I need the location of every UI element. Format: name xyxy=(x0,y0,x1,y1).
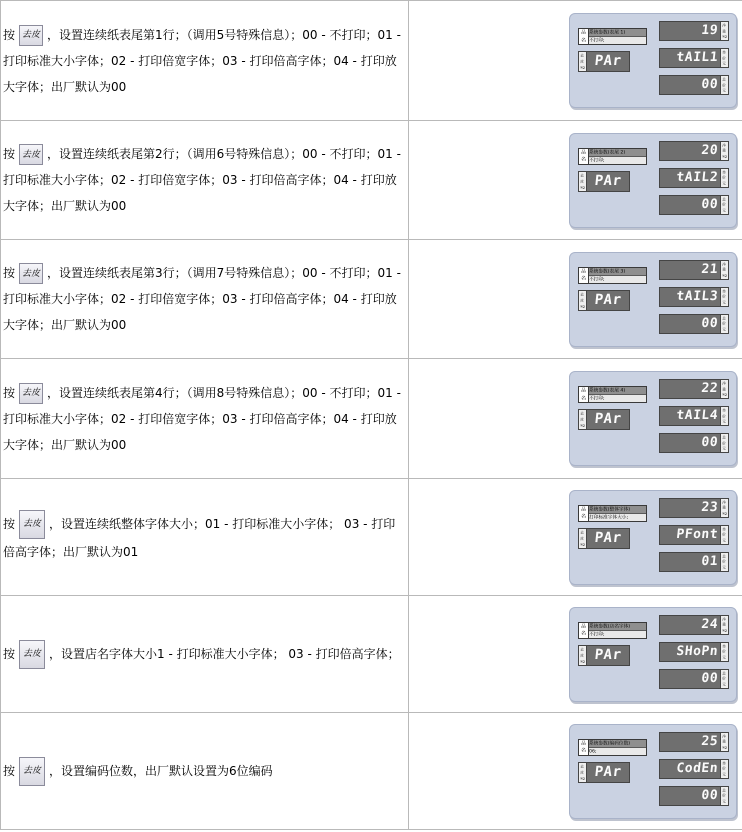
name-label-column xyxy=(579,623,589,638)
name-label-char: 品 xyxy=(581,149,586,156)
table-row xyxy=(0,479,742,596)
name-label-column xyxy=(579,506,589,521)
instruction-text: ，设置连续纸表尾第2行；（调用6号特殊信息）；00 - 不打印；01 - 打印标准大小字体；02 - 打印倍宽字体；03 - 打印倍高字体；04 - 打印放大字体；出厂默认为00 xyxy=(3,147,401,213)
param-value-line: 不打印; xyxy=(589,276,646,283)
parameter-lcd-value: PAr xyxy=(593,291,623,308)
name-label-column xyxy=(579,29,589,44)
name-label-char: 名 xyxy=(581,156,586,163)
param-title-line: 系统参数(编码位数) xyxy=(589,740,646,748)
name-label-text xyxy=(589,29,646,44)
lcd-indicator-strip: 总 价 元 xyxy=(720,787,728,805)
instruction-prefix: 按 xyxy=(3,763,16,778)
tare-key-image[interactable]: 去皮 xyxy=(19,25,43,46)
parameter-lcd-value: PAr xyxy=(593,763,623,780)
instruction-prefix: 按 xyxy=(3,147,16,161)
instruction-text-block xyxy=(3,260,406,338)
product-name-lcd xyxy=(578,622,647,639)
lcd-indicator-strip: 总 价 元 xyxy=(720,315,728,333)
tare-key-image[interactable]: 去皮 xyxy=(19,383,43,404)
lcd-indicator-strip: 单 价 元 xyxy=(720,643,728,661)
param-title-line: 系统参数(店名字体) xyxy=(589,623,646,631)
table-row xyxy=(0,121,742,240)
display-cell xyxy=(409,596,742,712)
lcd-indicator-strip: 净 重 kg xyxy=(720,380,728,398)
instruction-text-block xyxy=(3,380,406,458)
instruction-prefix: 按 xyxy=(3,27,16,42)
product-name-lcd xyxy=(578,267,647,284)
scale-display-panel xyxy=(569,133,737,228)
name-label-char: 品 xyxy=(581,740,586,747)
lcd-indicator-strip: 净 重 kg xyxy=(720,499,728,517)
instruction-text: ，设置连续纸表尾第3行；（调用7号特殊信息）；00 - 不打印；01 - 打印标准大小字体；02 - 打印倍宽字体；03 - 打印倍高字体；04 - 打印放大字体；出厂默认为00 xyxy=(3,266,401,332)
param-number-value: 23 xyxy=(700,499,719,515)
name-label-column xyxy=(579,149,589,164)
parameter-lcd-value: PAr xyxy=(593,172,623,189)
lcd-indicator-strip: 净 重 kg xyxy=(720,733,728,751)
name-label-column xyxy=(579,740,589,755)
instruction-text-block xyxy=(3,22,406,100)
param-number-lcd xyxy=(659,379,729,399)
name-label-text xyxy=(589,506,646,521)
param-setting-value: 00 xyxy=(700,670,719,686)
instruction-cell xyxy=(0,359,409,478)
lcd-indicator-strip: 总 价 元 xyxy=(720,553,728,571)
instruction-text: ，设置编码位数，出厂默认设置为6位编码 xyxy=(49,763,273,778)
parameter-lcd-value: PAr xyxy=(593,411,623,427)
table-row xyxy=(0,596,742,713)
parameter-lcd-value: PAr xyxy=(593,53,623,69)
lcd-indicator-strip: 单 价 元 xyxy=(720,407,728,425)
param-number-lcd xyxy=(659,732,729,752)
lcd-indicator-strip: 总 价 元 xyxy=(720,434,728,452)
instruction-prefix: 按 xyxy=(3,516,16,531)
lcd-indicator-strip: 去 皮 kg xyxy=(579,291,587,310)
parameter-lcd xyxy=(578,762,630,783)
table-row xyxy=(0,1,742,121)
product-name-lcd xyxy=(578,28,647,45)
table-row xyxy=(0,240,742,359)
name-label-char: 名 xyxy=(581,630,586,637)
param-name-value: tAIL2 xyxy=(675,169,719,185)
instruction-prefix: 按 xyxy=(3,385,16,400)
param-setting-lcd xyxy=(659,669,729,689)
param-number-lcd xyxy=(659,21,729,41)
parameter-lcd xyxy=(578,290,630,311)
param-number-value: 22 xyxy=(700,381,719,396)
param-setting-lcd xyxy=(659,433,729,453)
lcd-indicator-strip: 去 皮 kg xyxy=(579,410,587,429)
instruction-cell xyxy=(0,1,409,120)
param-value-line: 06; xyxy=(589,748,646,755)
parameter-lcd-value: PAr xyxy=(593,529,623,546)
param-number-value: 20 xyxy=(700,142,719,158)
name-label-text xyxy=(589,387,646,402)
lcd-indicator-strip: 去 皮 kg xyxy=(579,529,587,548)
name-label-char: 品 xyxy=(581,387,586,394)
instruction-cell xyxy=(0,713,409,829)
instruction-cell xyxy=(0,240,409,358)
param-value-line: 不打印; xyxy=(589,157,646,164)
display-cell xyxy=(409,359,742,478)
tare-key-image[interactable]: 去皮 xyxy=(19,263,43,284)
scale-display-panel xyxy=(569,13,737,108)
param-setting-value: 00 xyxy=(700,77,719,92)
instruction-prefix: 按 xyxy=(3,646,16,661)
parameter-lcd xyxy=(578,528,630,549)
tare-key-image[interactable]: 去皮 xyxy=(19,640,45,669)
param-setting-value: 00 xyxy=(700,315,719,331)
name-label-text xyxy=(589,268,646,283)
name-label-char: 名 xyxy=(581,747,586,754)
name-label-char: 名 xyxy=(581,513,586,520)
tare-key-image[interactable]: 去皮 xyxy=(19,510,45,539)
param-number-lcd xyxy=(659,141,729,161)
lcd-indicator-strip: 净 重 kg xyxy=(720,142,728,160)
param-name-value: tAIL3 xyxy=(675,288,719,304)
name-label-char: 品 xyxy=(581,268,586,275)
param-name-value: tAIL4 xyxy=(675,408,719,423)
param-name-lcd xyxy=(659,525,729,545)
param-value-line: 不打印; xyxy=(589,395,646,402)
display-cell xyxy=(409,713,742,829)
table-row xyxy=(0,713,742,830)
parameter-lcd xyxy=(578,409,630,430)
param-number-lcd xyxy=(659,260,729,280)
param-setting-value: 00 xyxy=(700,787,719,803)
param-title-line: 系统参数(表尾 1) xyxy=(589,29,646,37)
instruction-prefix: 按 xyxy=(3,266,16,280)
param-value-line: 不打印; xyxy=(589,37,646,44)
instruction-text-block xyxy=(3,640,400,669)
param-name-lcd xyxy=(659,406,729,426)
instruction-cell xyxy=(0,479,409,595)
lcd-indicator-strip: 净 重 kg xyxy=(720,22,728,40)
lcd-indicator-strip: 净 重 kg xyxy=(720,616,728,634)
parameter-lcd xyxy=(578,171,630,192)
param-number-value: 24 xyxy=(700,616,719,632)
parameter-lcd-value: PAr xyxy=(593,646,623,663)
param-name-value: CodEn xyxy=(675,760,719,776)
param-value-line: 打印标准字体大小; xyxy=(589,514,646,521)
param-setting-value: 00 xyxy=(700,435,719,450)
lcd-indicator-strip: 去 皮 kg xyxy=(579,52,587,71)
name-label-char: 名 xyxy=(581,37,586,44)
instruction-cell xyxy=(0,121,409,239)
display-cell xyxy=(409,240,742,358)
param-setting-lcd xyxy=(659,195,729,215)
scale-display-panel xyxy=(569,371,737,466)
lcd-indicator-strip: 净 重 kg xyxy=(720,261,728,279)
param-setting-lcd xyxy=(659,75,729,95)
name-label-text xyxy=(589,740,646,755)
name-label-text xyxy=(589,623,646,638)
param-name-value: PFont xyxy=(675,526,719,542)
instruction-text-block xyxy=(3,510,406,565)
param-number-lcd xyxy=(659,615,729,635)
param-name-value: SHoPn xyxy=(675,643,719,659)
param-setting-value: 01 xyxy=(700,553,719,569)
product-name-lcd xyxy=(578,505,647,522)
param-setting-value: 00 xyxy=(700,196,719,212)
display-cell xyxy=(409,121,742,239)
name-label-char: 品 xyxy=(581,29,586,36)
lcd-indicator-strip: 单 价 元 xyxy=(720,526,728,544)
lcd-indicator-strip: 去 皮 kg xyxy=(579,763,587,782)
lcd-indicator-strip: 总 价 元 xyxy=(720,670,728,688)
param-name-lcd xyxy=(659,759,729,779)
param-number-value: 21 xyxy=(700,261,719,277)
parameter-lcd xyxy=(578,645,630,666)
instruction-cell xyxy=(0,596,409,712)
product-name-lcd xyxy=(578,148,647,165)
param-value-line: 不打印; xyxy=(589,631,646,638)
scale-display-panel xyxy=(569,490,737,585)
instruction-text-block xyxy=(3,757,273,786)
param-setting-lcd xyxy=(659,786,729,806)
param-title-line: 系统参数(表尾 3) xyxy=(589,268,646,276)
lcd-indicator-strip: 去 皮 kg xyxy=(579,172,587,191)
tare-key-image[interactable]: 去皮 xyxy=(19,757,45,786)
product-name-lcd xyxy=(578,739,647,756)
name-label-text xyxy=(589,149,646,164)
display-cell xyxy=(409,479,742,595)
lcd-indicator-strip: 单 价 元 xyxy=(720,49,728,67)
instruction-text: ，设置连续纸表尾第4行；（调用8号特殊信息）；00 - 不打印；01 - 打印标准大小字体；02 - 打印倍宽字体；03 - 打印倍高字体；04 - 打印放大字体；出厂默认为00 xyxy=(3,385,401,452)
param-name-lcd xyxy=(659,642,729,662)
instruction-text: ，设置店名字体大小1 - 打印标准大小字体； 03 - 打印倍高字体； xyxy=(49,646,400,661)
param-name-lcd xyxy=(659,168,729,188)
param-name-lcd xyxy=(659,48,729,68)
param-setting-lcd xyxy=(659,552,729,572)
instruction-text: ，设置连续纸整体字体大小；01 - 打印标准大小字体； 03 - 打印倍高字体；出厂默认为01 xyxy=(3,516,396,559)
tare-key-image[interactable]: 去皮 xyxy=(19,144,43,165)
name-label-column xyxy=(579,387,589,402)
instruction-text: ，设置连续纸表尾第1行；（调用5号特殊信息）；00 - 不打印；01 - 打印标准大小字体；02 - 打印倍宽字体；03 - 打印倍高字体；04 - 打印放大字体；出厂默认为00 xyxy=(3,27,401,94)
param-title-line: 系统参数(表尾 4) xyxy=(589,387,646,395)
param-number-value: 25 xyxy=(700,733,719,749)
name-label-char: 品 xyxy=(581,506,586,513)
parameter-lcd xyxy=(578,51,630,72)
name-label-char: 品 xyxy=(581,623,586,630)
table-row xyxy=(0,359,742,479)
name-label-column xyxy=(579,268,589,283)
scale-display-panel xyxy=(569,607,737,702)
param-name-value: tAIL1 xyxy=(675,50,719,65)
lcd-indicator-strip: 总 价 元 xyxy=(720,196,728,214)
display-cell xyxy=(409,1,742,120)
scale-display-panel xyxy=(569,252,737,347)
scale-display-panel xyxy=(569,724,737,819)
lcd-indicator-strip: 单 价 元 xyxy=(720,288,728,306)
product-name-lcd xyxy=(578,386,647,403)
name-label-char: 名 xyxy=(581,275,586,282)
lcd-indicator-strip: 总 价 元 xyxy=(720,76,728,94)
param-title-line: 系统参数(整体字体) xyxy=(589,506,646,514)
param-setting-lcd xyxy=(659,314,729,334)
lcd-indicator-strip: 去 皮 kg xyxy=(579,646,587,665)
lcd-indicator-strip: 单 价 元 xyxy=(720,169,728,187)
param-name-lcd xyxy=(659,287,729,307)
param-number-lcd xyxy=(659,498,729,518)
instruction-text-block xyxy=(3,141,406,219)
param-title-line: 系统参数(表尾 2) xyxy=(589,149,646,157)
name-label-char: 名 xyxy=(581,395,586,402)
lcd-indicator-strip: 单 价 元 xyxy=(720,760,728,778)
param-number-value: 19 xyxy=(700,23,719,38)
